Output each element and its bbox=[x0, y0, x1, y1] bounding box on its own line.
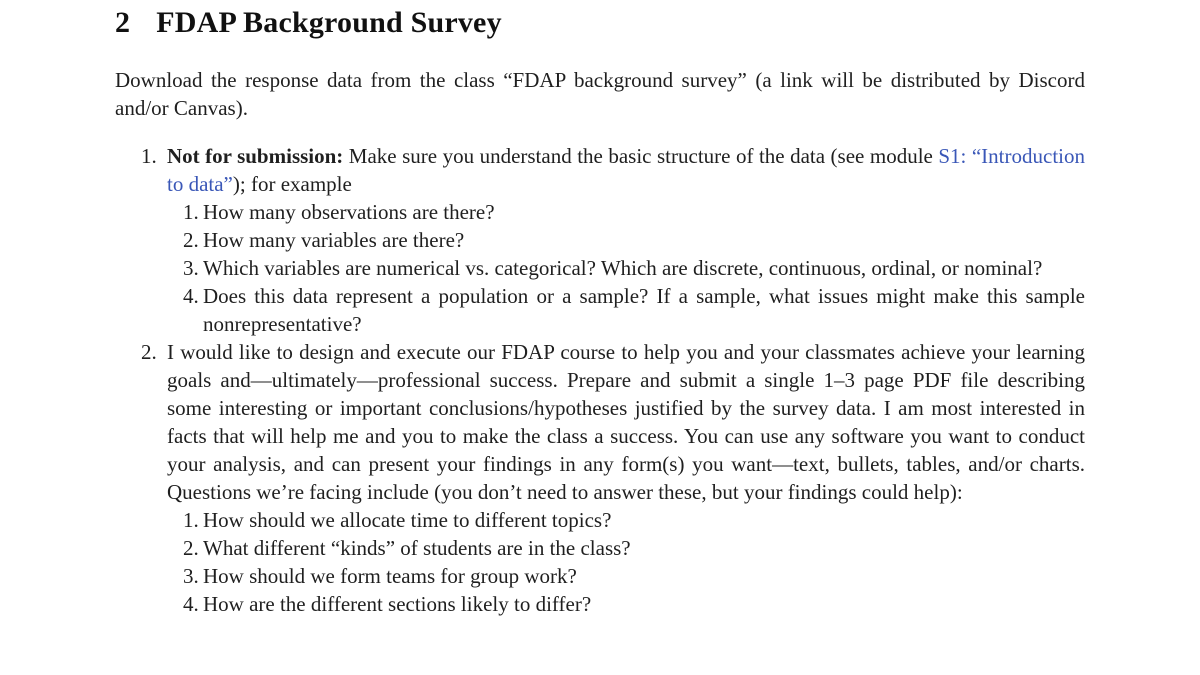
sub-question bbox=[167, 506, 1085, 534]
sub-question bbox=[167, 254, 1085, 282]
sub-question-marker: 1. bbox=[183, 200, 199, 224]
sub-question bbox=[167, 562, 1085, 590]
sub-question-text: How are the different sections likely to differ? bbox=[203, 592, 592, 616]
item-1-text-before-link: Make sure you understand the basic structure of the data (see module bbox=[343, 144, 939, 168]
section-number: 2 bbox=[115, 6, 131, 39]
sub-question bbox=[167, 198, 1085, 226]
intro-paragraph: Download the response data from the class “FDAP background survey” (a link will be distributed by Discord and/or Canvas). bbox=[115, 68, 1085, 120]
item-1-bold-lead: Not for submission: bbox=[167, 144, 344, 168]
section-heading bbox=[115, 6, 1085, 40]
sub-question-marker: 2. bbox=[183, 228, 199, 252]
sub-question-text: How should we allocate time to different topics? bbox=[203, 508, 612, 532]
list-item-2 bbox=[115, 338, 1085, 618]
sub-question-text: How should we form teams for group work? bbox=[203, 564, 577, 588]
sub-question bbox=[167, 226, 1085, 254]
sub-question-marker: 4. bbox=[183, 592, 199, 616]
sub-question-text: How many variables are there? bbox=[203, 228, 465, 252]
sub-question-marker: 3. bbox=[183, 564, 199, 588]
item-1-text-after-link: ); for example bbox=[232, 172, 352, 196]
sub-question-text: What different “kinds” of students are in the class? bbox=[203, 536, 631, 560]
sub-question-text: How many observations are there? bbox=[203, 200, 495, 224]
sub-question-marker: 2. bbox=[183, 536, 199, 560]
sub-question-text: Which variables are numerical vs. categorical? Which are discrete, continuous, ordinal, or nominal? bbox=[203, 256, 1043, 280]
sub-question-text: Does this data represent a population or a sample? If a sample, what issues might make this sample nonrepresentative? bbox=[203, 284, 1085, 336]
item-2-marker: 2. bbox=[141, 340, 157, 364]
sub-question-marker: 4. bbox=[183, 284, 199, 308]
sub-question bbox=[167, 590, 1085, 618]
item-2-text: I would like to design and execute our FDAP course to help you and your classmates achieve your learning goals and—ultimately—professional success. Prepare and submit a single 1–3 page PDF file describing some interesting or important conclusions/hypotheses justified by the survey data. I am most interested in facts that will help me and you to make the class a success. You can use any software you want to conduct your analysis, and can present your findings in any form(s) you want—text, bullets, tables, and/or charts. Questions we’re facing include (you don’t need to answer these, but your findings could help): bbox=[167, 340, 1085, 504]
sub-question bbox=[167, 534, 1085, 562]
section-title: FDAP Background Survey bbox=[156, 6, 502, 39]
sub-question-marker: 1. bbox=[183, 508, 199, 532]
sub-question-marker: 3. bbox=[183, 256, 199, 280]
list-item-1 bbox=[115, 142, 1085, 338]
item-1-marker: 1. bbox=[141, 144, 157, 168]
sub-question bbox=[167, 282, 1085, 338]
module-s1-link[interactable]: S1: “Introduction to data” bbox=[167, 144, 1085, 196]
item-1-text bbox=[167, 142, 1085, 198]
